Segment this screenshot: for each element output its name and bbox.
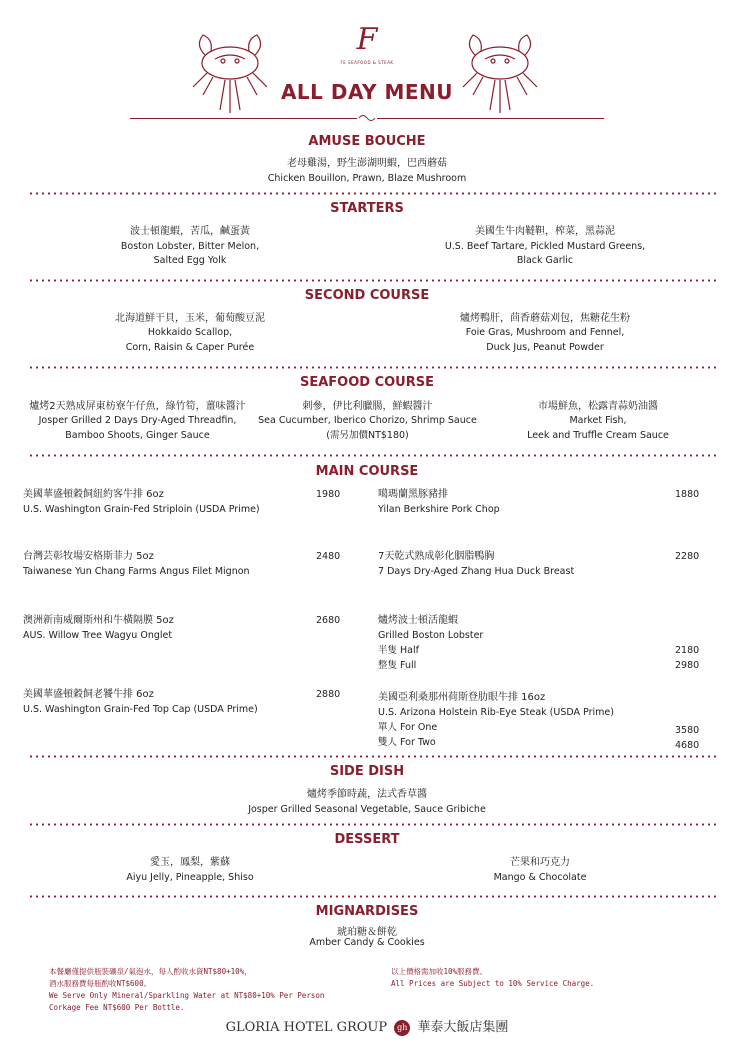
dish-name-en: U.S. Arizona Holstein Rib-Eye Steak (USDA Prime) <box>378 707 614 718</box>
dish-name-en: Black Garlic <box>516 255 574 266</box>
dish-name-en: U.S. Washington Grain-Fed Top Cap (USDA Prime) <box>23 704 258 715</box>
logo-subtitle: FE SEAFOOD & STEAK <box>340 60 394 65</box>
dish-price: 2280 <box>675 551 700 562</box>
notice-line: All Prices are Subject to 10% Service Charge. <box>391 979 595 988</box>
hotel-group-brand <box>0 1016 734 1036</box>
notice-line: 酒水服務費每瓶酌收NT$600。 <box>49 979 152 988</box>
portion-option: 單人 For One <box>378 722 438 733</box>
dish-name-en: Bamboo Shoots, Ginger Sauce <box>65 430 210 441</box>
notice-line: Corkage Fee NT$600 Per Bottle. <box>49 1003 185 1012</box>
dish-price: 1980 <box>316 489 341 500</box>
notice-line: 本餐廳僅提供瓶裝礦泉/氣泡水，每人酌收水資NT$80+10%， <box>49 967 252 976</box>
dish-price: 2180 <box>675 645 700 656</box>
dish-price: 1880 <box>675 489 700 500</box>
dish-name-en: Grilled Boston Lobster <box>378 630 484 641</box>
dish-name-zh: 美國亞利桑那州荷斯登肋眼牛排 16oz <box>378 692 546 703</box>
dish-name-en: Corn, Raisin & Caper Purée <box>125 342 255 353</box>
dish-name-zh: 刺參，伊比利臘腸，鮮蝦醬汁 <box>302 401 433 412</box>
dish-name-en: Sea Cucumber, Iberico Chorizo, Shrimp Sauce <box>258 415 477 426</box>
ornament-icon <box>357 113 377 123</box>
dish-name-zh: 噶瑪蘭黑豚豬排 <box>378 489 448 500</box>
dish-name-en: AUS. Willow Tree Wagyu Onglet <box>23 630 173 641</box>
dish-name-zh: 北海道鮮干貝，玉米，葡萄酸豆泥 <box>115 313 265 324</box>
dish-name-en: Chicken Bouillon, Prawn, Blaze Mushroom <box>267 173 467 184</box>
dish-name-en: Salted Egg Yolk <box>153 255 227 266</box>
menu-header <box>0 0 734 135</box>
section-title-mignardises: MIGNARDISES <box>315 904 419 919</box>
dish-name-en: U.S. Beef Tartare, Pickled Mustard Greens, <box>444 241 646 252</box>
dish-name-en: Aiyu Jelly, Pineapple, Shiso <box>126 872 254 883</box>
portion-option: 雙人 For Two <box>378 737 436 748</box>
dish-name-zh: 美國華盛頓穀飼老饕牛排 6oz <box>23 689 154 700</box>
restaurant-logo <box>342 22 392 72</box>
dish-name-zh: 7天乾式熟成彰化胭脂鴨胸 <box>378 551 495 562</box>
dish-name-zh: 芒果和巧克力 <box>510 857 570 868</box>
dish-name-en: Mango & Chocolate <box>493 872 587 883</box>
dish-name-zh: 爐烤2天熟成屏東枋寮午仔魚，綠竹筍，薑味醬汁 <box>29 401 246 412</box>
brand-name-en: GLORIA HOTEL GROUP <box>225 1020 388 1035</box>
dish-name-zh: 澳洲新南威爾斯州和牛橫隔膜 5oz <box>23 615 174 626</box>
dish-name-en: 7 Days Dry-Aged Zhang Hua Duck Breast <box>378 566 575 577</box>
dish-price: 2980 <box>675 660 700 671</box>
dish-name-zh: 市場鮮魚，松露青蒜奶油醬 <box>538 401 658 412</box>
section-title-starters: STARTERS <box>330 201 404 216</box>
dish-surcharge: (需另加價NT$180) <box>326 430 409 441</box>
page-title: ALL DAY MENU <box>280 80 454 104</box>
dish-name-zh: 爐烤波士頓活龍蝦 <box>378 615 458 626</box>
dish-name-en: U.S. Washington Grain-Fed Striploin (USDA Prime) <box>23 504 260 515</box>
dish-name-zh: 台灣芸彰牧場安格斯菲力 5oz <box>23 551 154 562</box>
section-title-second-course: SECOND COURSE <box>304 288 430 303</box>
section-title-amuse-bouche: AMUSE BOUCHE <box>308 134 426 149</box>
dish-price: 2480 <box>316 551 341 562</box>
dish-name-en: Josper Grilled Seasonal Vegetable, Sauce Gribiche <box>248 804 486 815</box>
dish-name-zh: 老母雞湯，野生澎湖明蝦，巴西蘑菇 <box>287 158 447 169</box>
dish-name-en: Amber Candy & Cookies <box>309 937 425 948</box>
brand-name-zh: 華泰大飯店集團 <box>417 1020 509 1035</box>
dotted-divider <box>28 895 718 898</box>
dish-name-en: Taiwanese Yun Chang Farms Angus Filet Mignon <box>23 566 250 577</box>
dotted-divider <box>28 366 718 369</box>
section-title-side-dish: SIDE DISH <box>329 764 405 779</box>
dish-name-en: Hokkaido Scallop, <box>147 327 233 338</box>
section-title-seafood-course: SEAFOOD COURSE <box>299 375 434 390</box>
dish-name-zh: 琥珀糖＆餅乾 <box>337 927 397 938</box>
dish-name-zh: 爐烤鴨肝，茴香蘑菇刈包，焦糖花生粉 <box>460 313 630 324</box>
dish-name-en: Foie Gras, Mushroom and Fennel, <box>465 327 625 338</box>
dish-name-en: Boston Lobster, Bitter Melon, <box>120 241 260 252</box>
dish-price: 3580 <box>675 725 700 736</box>
notice-line: 以上價格需加收10%服務費。 <box>391 967 488 976</box>
dish-name-en: Josper Grilled 2 Days Dry-Aged Threadfin, <box>38 415 237 426</box>
notice-line: We Serve Only Mineral/Sparkling Water at NT$80+10% Per Person <box>49 991 325 1000</box>
dish-name-zh: 美國華盛頓穀飼紐約客牛排 6oz <box>23 489 164 500</box>
section-title-dessert: DESSERT <box>334 832 400 847</box>
dish-name-zh: 爐烤季節時蔬，法式香草醬 <box>307 789 427 800</box>
dish-name-en: Duck Jus, Peanut Powder <box>486 342 604 353</box>
dotted-divider <box>28 192 718 195</box>
dish-name-zh: 波士頓龍蝦，苦瓜，鹹蛋黃 <box>130 226 250 237</box>
logo-letter: F <box>356 22 378 57</box>
dish-price: 2880 <box>316 689 341 700</box>
dish-price: 4680 <box>675 740 700 751</box>
dish-name-en: Yilan Berkshire Pork Chop <box>378 504 500 515</box>
dish-name-en: Market Fish, <box>569 415 627 426</box>
portion-option: 整隻 Full <box>378 660 417 671</box>
brand-logo-icon: gh <box>394 1020 410 1036</box>
section-title-main-course: MAIN COURSE <box>315 464 419 479</box>
dotted-divider <box>28 755 718 758</box>
dish-name-zh: 愛玉，鳳梨，紫蘇 <box>150 857 230 868</box>
portion-option: 半隻 Half <box>378 645 419 656</box>
dish-name-zh: 美國生牛肉韃靼，榨菜，黑蒜泥 <box>475 226 615 237</box>
dish-name-en: Leek and Truffle Cream Sauce <box>527 430 669 441</box>
dish-price: 2680 <box>316 615 341 626</box>
dotted-divider <box>28 279 718 282</box>
dotted-divider <box>28 454 718 457</box>
dotted-divider <box>28 823 718 826</box>
